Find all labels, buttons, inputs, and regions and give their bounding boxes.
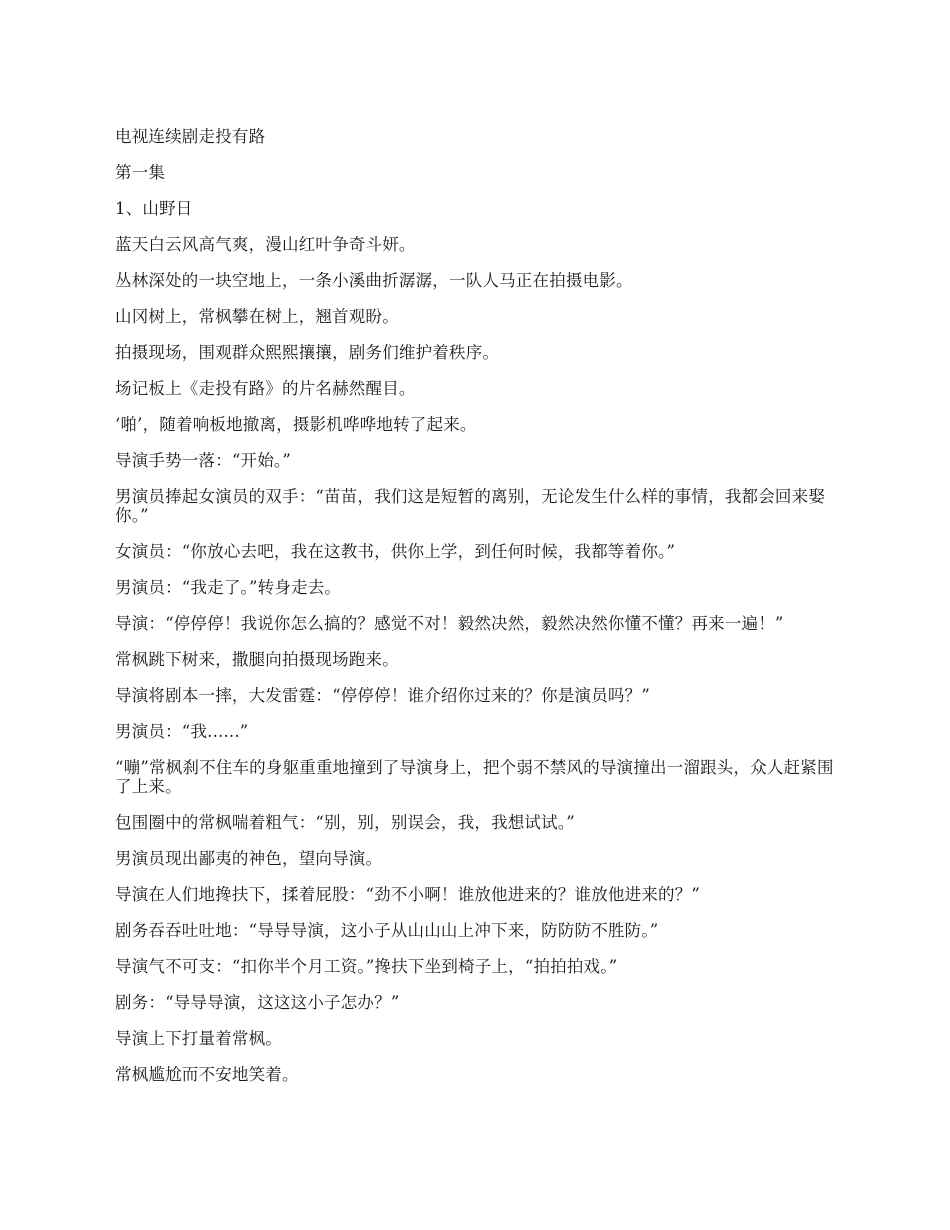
script-paragraph: 丛林深处的一块空地上，一条小溪曲折潺潺，一队人马正在拍摄电影。 bbox=[115, 271, 633, 290]
script-paragraph: 拍摄现场，围观群众熙熙攘攘，剧务们维护着秩序。 bbox=[115, 343, 500, 362]
script-paragraph: 男演员：“我走了。”转身走去。 bbox=[115, 578, 342, 597]
episode-heading: 第一集 bbox=[115, 163, 166, 182]
script-paragraph: 导演在人们地搀扶下，揉着屁股：“劲不小啊！谁放他进来的？谁放他进来的？” bbox=[115, 885, 701, 904]
script-paragraph: 男演员：“我......” bbox=[115, 722, 249, 741]
script-paragraph: 蓝天白云风高气爽，漫山红叶争奇斗妍。 bbox=[115, 235, 416, 254]
document-title: 电视连续剧走投有路 bbox=[115, 127, 266, 146]
script-paragraph: 剧务：“导导导演，这这这小子怎办？” bbox=[115, 993, 400, 1012]
script-paragraph: 男演员捧起女演员的双手：“苗苗，我们这是短暂的离别，无论发生什么样的事情，我都会回来娶你。” bbox=[115, 487, 826, 525]
script-paragraph: 导演手势一落：“开始。” bbox=[115, 451, 292, 470]
script-paragraph: 剧务吞吞吐吐地：“导导导演，这小子从山山山上冲下来，防防防不胜防。” bbox=[115, 921, 659, 940]
script-paragraph: “嘣”常枫刹不住车的身躯重重地撞到了导演身上，把个弱不禁风的导演撞出一溜跟头，众人赶紧围了上来。 bbox=[115, 758, 834, 796]
script-paragraph: 导演上下打量着常枫。 bbox=[115, 1029, 282, 1048]
script-paragraph: 常枫跳下树来，撒腿向拍摄现场跑来。 bbox=[115, 650, 399, 669]
script-paragraph: ‘啪’，随着响板地撤离，摄影机哗哗地转了起来。 bbox=[115, 415, 477, 434]
script-paragraph: 男演员现出鄙夷的神色，望向导演。 bbox=[115, 849, 383, 868]
script-paragraph: 导演气不可支：“扣你半个月工资。”搀扶下坐到椅子上，“拍拍拍戏。” bbox=[115, 957, 618, 976]
document-page bbox=[115, 127, 840, 1101]
script-body bbox=[115, 235, 840, 1084]
script-paragraph: 导演：“停停停！我说你怎么搞的？感觉不对！毅然决然，毅然决然你懂不懂？再来一遍！” bbox=[115, 614, 784, 633]
script-paragraph: 山冈树上，常枫攀在树上，翘首观盼。 bbox=[115, 307, 399, 326]
script-paragraph: 女演员：“你放心去吧，我在这教书，供你上学，到任何时候，我都等着你。” bbox=[115, 542, 676, 561]
script-paragraph: 场记板上《走投有路》的片名赫然醒目。 bbox=[115, 379, 416, 398]
script-paragraph: 包围圈中的常枫喘着粗气：“别，别，别误会，我，我想试试。” bbox=[115, 813, 575, 832]
scene-heading: 1、山野日 bbox=[115, 199, 193, 218]
script-paragraph: 导演将剧本一摔，大发雷霆：“停停停！谁介绍你过来的？你是演员吗？” bbox=[115, 686, 650, 705]
script-paragraph: 常枫尴尬而不安地笑着。 bbox=[115, 1065, 299, 1084]
